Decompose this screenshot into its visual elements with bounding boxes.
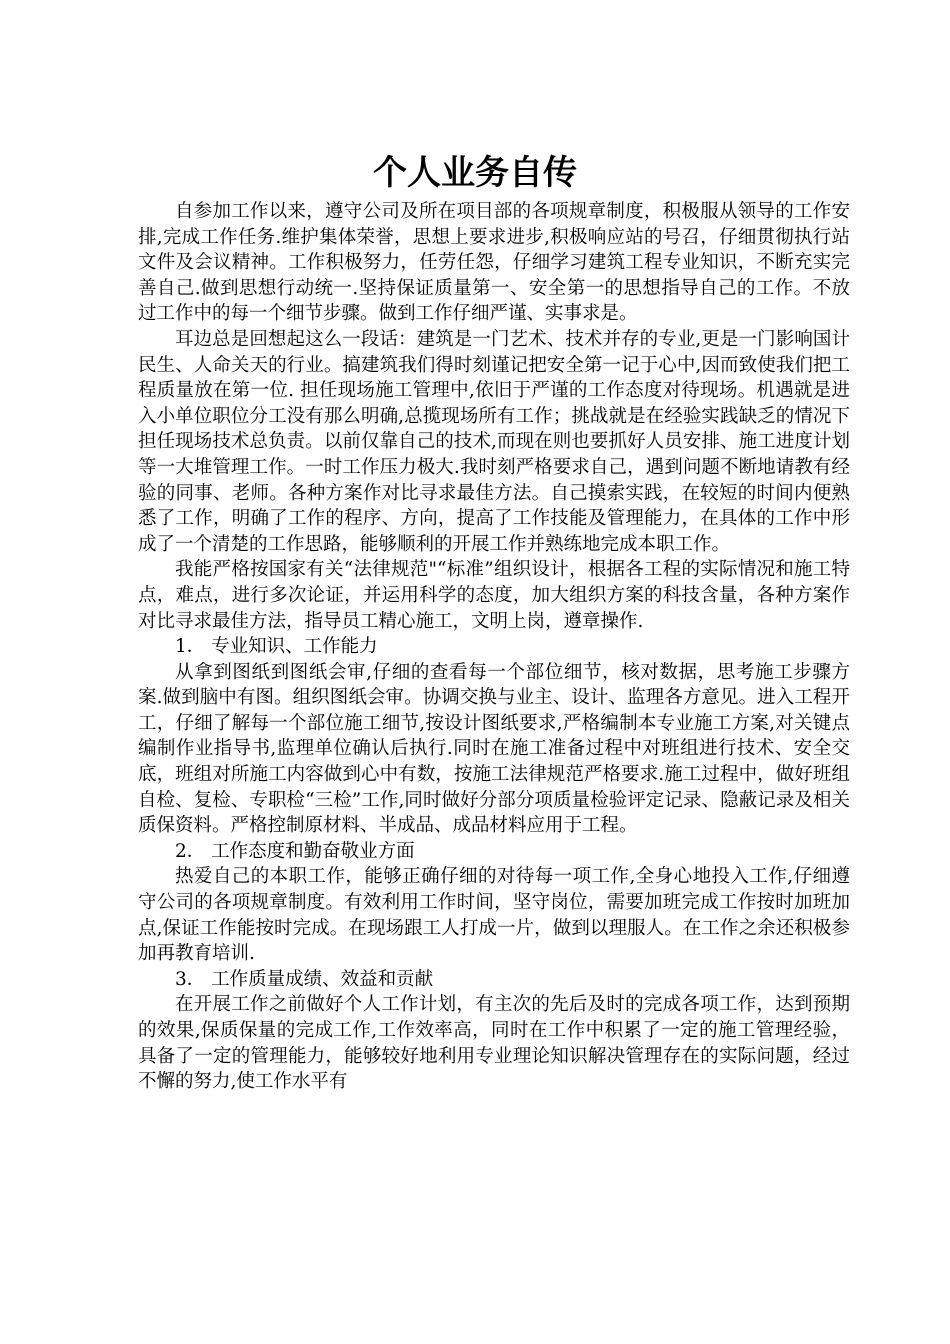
paragraph-work-quality: 在开展工作之前做好个人工作计划，有主次的先后及时的完成各项工作，达到预期的效果,保质保量的完成工作,工作效率高，同时在工作中积累了一定的施工管理经验，具备了一定的管理能力，能够较好地利用专业理论知识解决管理存在的实际问题，经过不懈的努力,使工作水平有 (138, 994, 850, 1093)
paragraph-professional-knowledge: 从拿到图纸到图纸会审,仔细的查看每一个部位细节，核对数据，思考施工步骤方案.做到脑中有图。组织图纸会审。协调交换与业主、设计、监理各方意见。进入工程开工，仔细了解每一个部位施工细节,按设计图纸要求,严格编制本专业施工方案,对关键点编制作业指导书,监理单位确认后执行.同时在施工准备过程中对班组进行技术、安全交底，班组对所施工内容做到心中有数，按施工法律规范严格要求.施工过程中，做好班组自检、复检、专职检“三检”工作,同时做好分部分项质量检验评定记录、隐蔽记录及相关质保资料。严格控制原材料、半成品、成品材料应用于工程。 (138, 661, 850, 837)
document-body (138, 199, 850, 1095)
section-heading-3: 3． 工作质量成绩、效益和贡献 (175, 968, 434, 990)
document-title: 个人业务自传 (373, 153, 577, 193)
section-heading-1: 1． 专业知识、工作能力 (175, 636, 378, 658)
section-heading-2: 2． 工作态度和勤奋敬业方面 (175, 840, 415, 862)
paragraph-intro: 自参加工作以来，遵守公司及所在项目部的各项规章制度，积极服从领导的工作安排,完成工作任务.维护集体荣誉，思想上要求进步,积极响应站的号召，仔细贯彻执行站文件及会议精神。工作积极努力，任劳任怨，仔细学习建筑工程专业知识，不断充实完善自己.做到思想行动统一.坚持保证质量第一、安全第一的思想指导自己的工作。不放过工作中的每一个细节步骤。做到工作仔细严谨、实事求是。 (138, 201, 850, 325)
paragraph-work-attitude: 热爱自己的本职工作，能够正确仔细的对待每一项工作,全身心地投入工作,仔细遵守公司的各项规章制度。有效利用工作时间，坚守岗位，需要加班完成工作按时加班加点,保证工作能按时完成。在现场跟工人打成一片，做到以理服人。在工作之余还积极参加再教育培训. (138, 866, 850, 965)
paragraph-construction-reflection: 耳边总是回想起这么一段话：建筑是一门艺术、技术并存的专业,更是一门影响国计民生、人命关天的行业。搞建筑我们得时刻谨记把安全第一记于心中,因而致使我们把工程质量放在第一位. 担任现场施工管理中,依旧于严谨的工作态度对待现场。机遇就是进入小单位职位分工没有那么明确,总揽现场所有工作；挑战就是在经验实践缺乏的情况下担任现场技术总负责。以前仅靠自己的技术,而现在则也要抓好人员安排、施工进度计划等一大堆管理工作。一时工作压力极大.我时刻严格要求自己，遇到问题不断地请教有经验的同事、老师。各种方案作对比寻求最佳方法。自己摸索实践，在较短的时间内便熟悉了工作，明确了工作的程序、方向，提高了工作技能及管理能力，在具体的工作中形成了一个清楚的工作思路，能够顺利的开展工作并熟练地完成本职工作。 (138, 328, 850, 555)
paragraph-design-standards: 我能严格按国家有关“法律规范"“标准”组织设计，根据各工程的实际情况和施工特点，难点，进行多次论证，并运用科学的态度，加大组织方案的科技含量，各种方案作对比寻求最佳方法，指导员工精心施工，文明上岗，遵章操作. (138, 559, 850, 632)
